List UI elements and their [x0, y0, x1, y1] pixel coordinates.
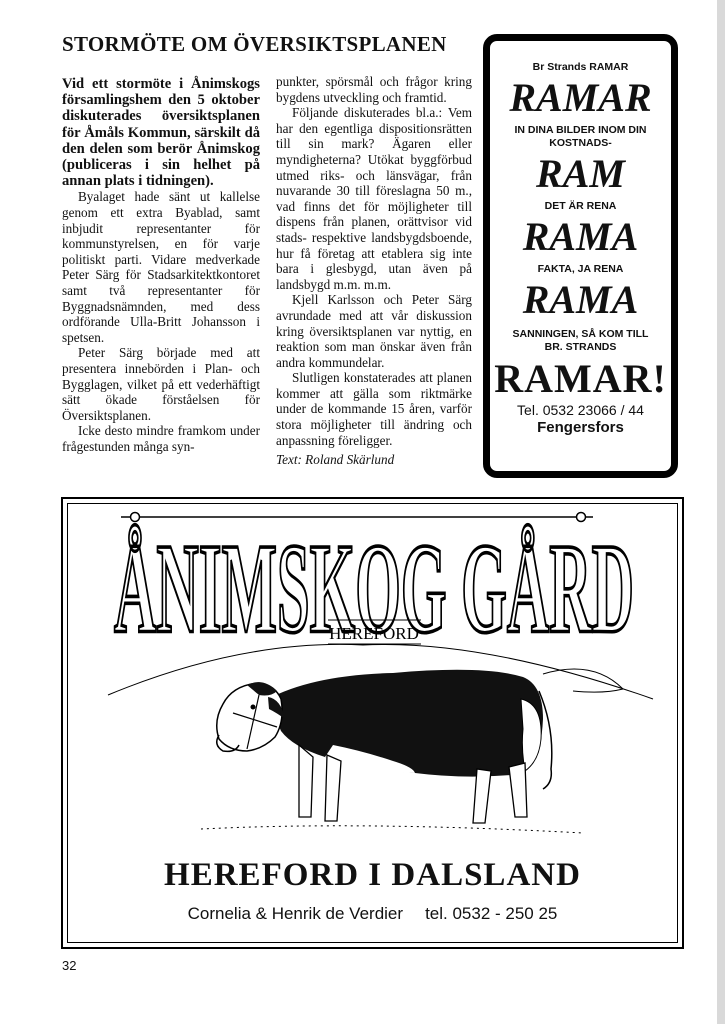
- ramar-word: RAMAR!: [494, 356, 667, 401]
- farm-tagline: HEREFORD I DALSLAND: [164, 857, 581, 893]
- farm-phone: tel. 0532 - 250 25: [425, 904, 558, 923]
- article-column-1: [62, 76, 260, 455]
- article-paragraph: Peter Särg började med att presentera innebörden i Plan- och Bygglagen, vilket på ett vederhäftigt sätt ökade förståelsen för Översiktsplanen.: [62, 345, 260, 423]
- ramar-advertisement: [483, 34, 678, 478]
- farm-logo-text: ÅNIMSKOG GÅRD: [114, 516, 635, 660]
- animskog-gard-advertisement: [61, 497, 684, 949]
- ramar-word: RAMAR: [509, 75, 652, 120]
- farm-contact: [63, 904, 682, 924]
- ramar-word: RAMA: [522, 214, 639, 259]
- ramar-word: RAM: [536, 151, 625, 196]
- ramar-line: FAKTA, JA RENA: [537, 263, 624, 275]
- article-paragraph: punkter, spörsmål och frågor kring bygdens utveckling och framtid.: [276, 74, 472, 105]
- farm-breed-label: HEREFORD: [329, 624, 419, 643]
- farm-owners: Cornelia & Henrik de Verdier: [187, 904, 404, 923]
- article-title: STORMÖTE OM ÖVERSIKTSPLANEN: [62, 32, 447, 56]
- article-column-2: [276, 74, 472, 468]
- page-edge: [717, 0, 725, 1024]
- ramar-word: RAMA: [522, 277, 639, 322]
- article-paragraph: Slutligen konstaterades att planen kommer att gälla som riktmärke under de kommande 15 åren, varför stora möjligheter till ändring och anpassning föreligger.: [276, 370, 472, 448]
- ramar-line: IN DINA BILDER INOM DIN KOSTNADS-: [514, 124, 647, 149]
- article-paragraph: Icke desto mindre framkom under frågestunden många syn-: [62, 423, 260, 454]
- bull-illustration: [201, 670, 583, 833]
- article-byline: Text: Roland Skärlund: [276, 452, 395, 468]
- ramar-header: Br Strands RAMAR: [532, 61, 629, 73]
- ramar-line: DET ÄR RENA: [544, 200, 617, 212]
- ramar-place: Fengersfors: [537, 419, 624, 436]
- farm-logo-illustration: [63, 499, 686, 859]
- ramar-line: SANNINGEN, SÅ KOM TILL BR. STRANDS: [512, 328, 649, 353]
- article-paragraph: Kjell Karlsson och Peter Särg avrundade med att vår diskussion kring översiktsplanen var nyttig, en reaktion som man önskar även från andra kommundelar.: [276, 292, 472, 370]
- article-paragraph: Följande diskuterades bl.a.: Vem har den egentliga dispositionsrätten till sin mark? Ägaren eller myndigheterna? Utökat byggförbud utmed riks- och länsvägar, från nuvarande 30 till föreslagna 50 m., vad finns det för möjligheter till dispens från planen, orättvisor vid stads- respektive landsbygdsboende, hur få företag att etablera sig inte bara i glesbygd, utan även på landsbygd m.m. m.m.: [276, 105, 472, 292]
- page-number: 32: [62, 958, 77, 973]
- ramar-phone: Tel. 0532 23066 / 44: [517, 402, 644, 418]
- article-paragraph: Byalaget hade sänt ut kallelse genom ett extra Byablad, samt inbjudit representanter för kommunstyrelsen, en för varje politiskt parti. Vidare medverkade Peter Särg för Stadsarkitektkontoret samt två representanter för Byggnadsnämnden, med dess ordförande Ulla-Britt Johansson i spetsen.: [62, 189, 260, 345]
- article-lead: Vid ett stormöte i Ånimskogs församlingshem den 5 oktober diskuterades översiktsplanen för Åmåls Kommun, särskilt då den delen som berör Ånimskog (publiceras i sin helhet på annan plats i tidningen).: [62, 76, 260, 190]
